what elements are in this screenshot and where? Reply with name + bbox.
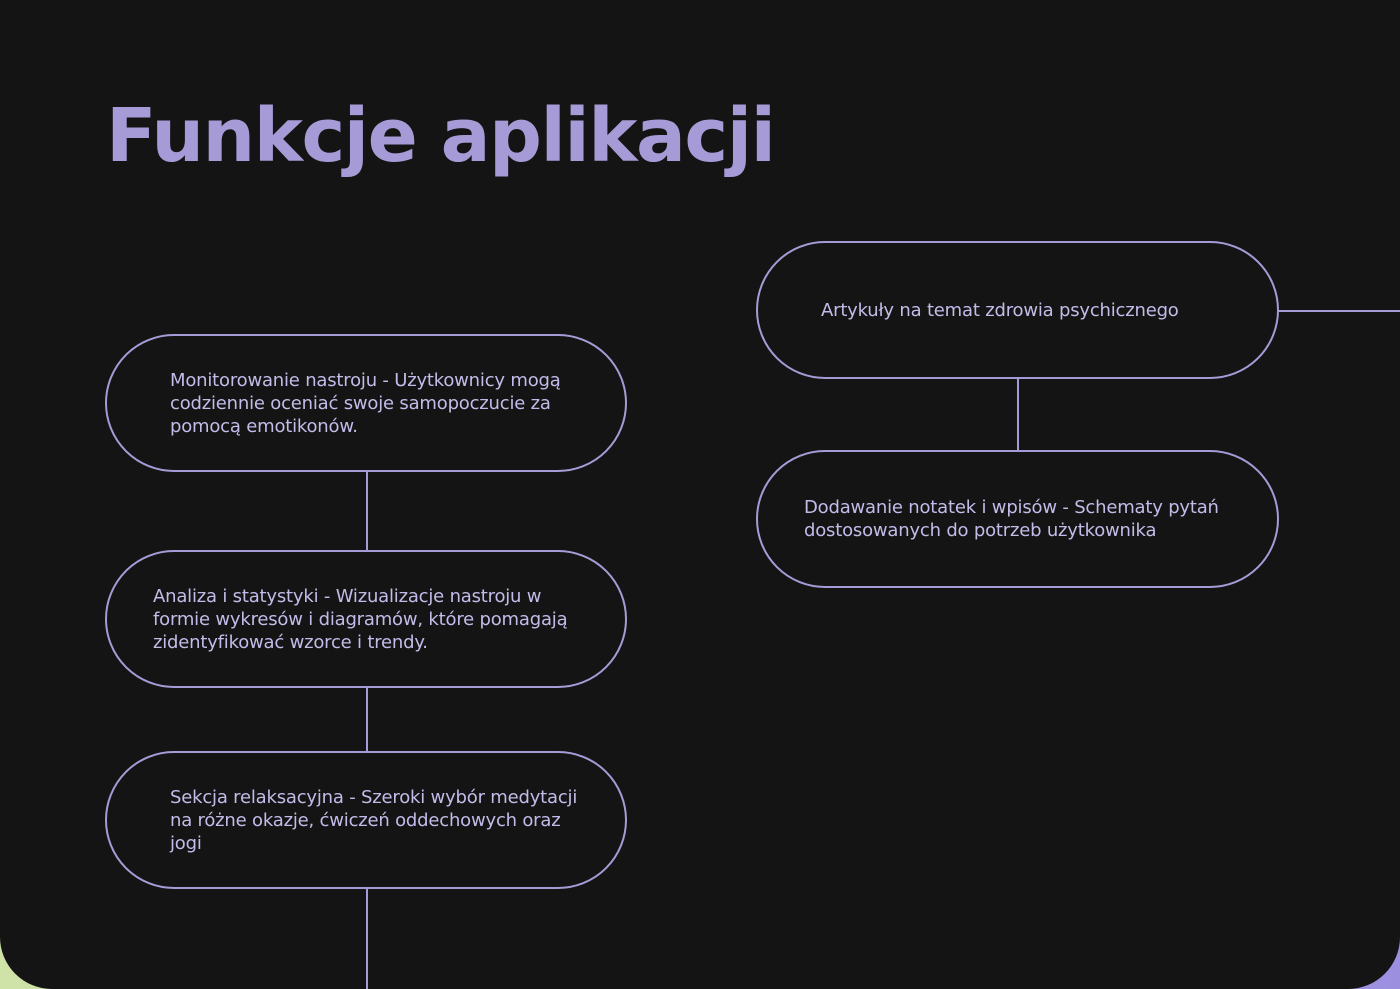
node-label: Sekcja relaksacyjna - Szeroki wybór medytacji na różne okazje, ćwiczeń oddechowych oraz jogi	[170, 786, 578, 854]
node-relaxation-section	[105, 751, 627, 889]
node-notes-entries	[756, 450, 1279, 588]
node-label: Artykuły na temat zdrowia psychicznego	[821, 299, 1179, 321]
node-mood-monitoring	[105, 334, 627, 472]
node-mental-health-articles	[756, 241, 1279, 379]
connector-line	[1017, 377, 1019, 451]
connector-line	[366, 470, 368, 551]
page-title: Funkcje aplikacji	[106, 93, 775, 179]
node-label: Dodawanie notatek i wpisów - Schematy pytań dostosowanych do potrzeb użytkownika	[804, 497, 1219, 541]
node-analysis-statistics	[105, 550, 627, 688]
node-label: Analiza i statystyki - Wizualizacje nastroju w formie wykresów i diagramów, które pomagają zidentyfikować wzorce i trendy.	[153, 585, 568, 653]
connector-line	[366, 686, 368, 752]
connector-line	[1278, 310, 1400, 312]
connector-line	[366, 887, 368, 989]
node-label: Monitorowanie nastroju - Użytkownicy mogą codziennie oceniać swoje samopoczucie za pomocą emotikonów.	[170, 369, 561, 437]
